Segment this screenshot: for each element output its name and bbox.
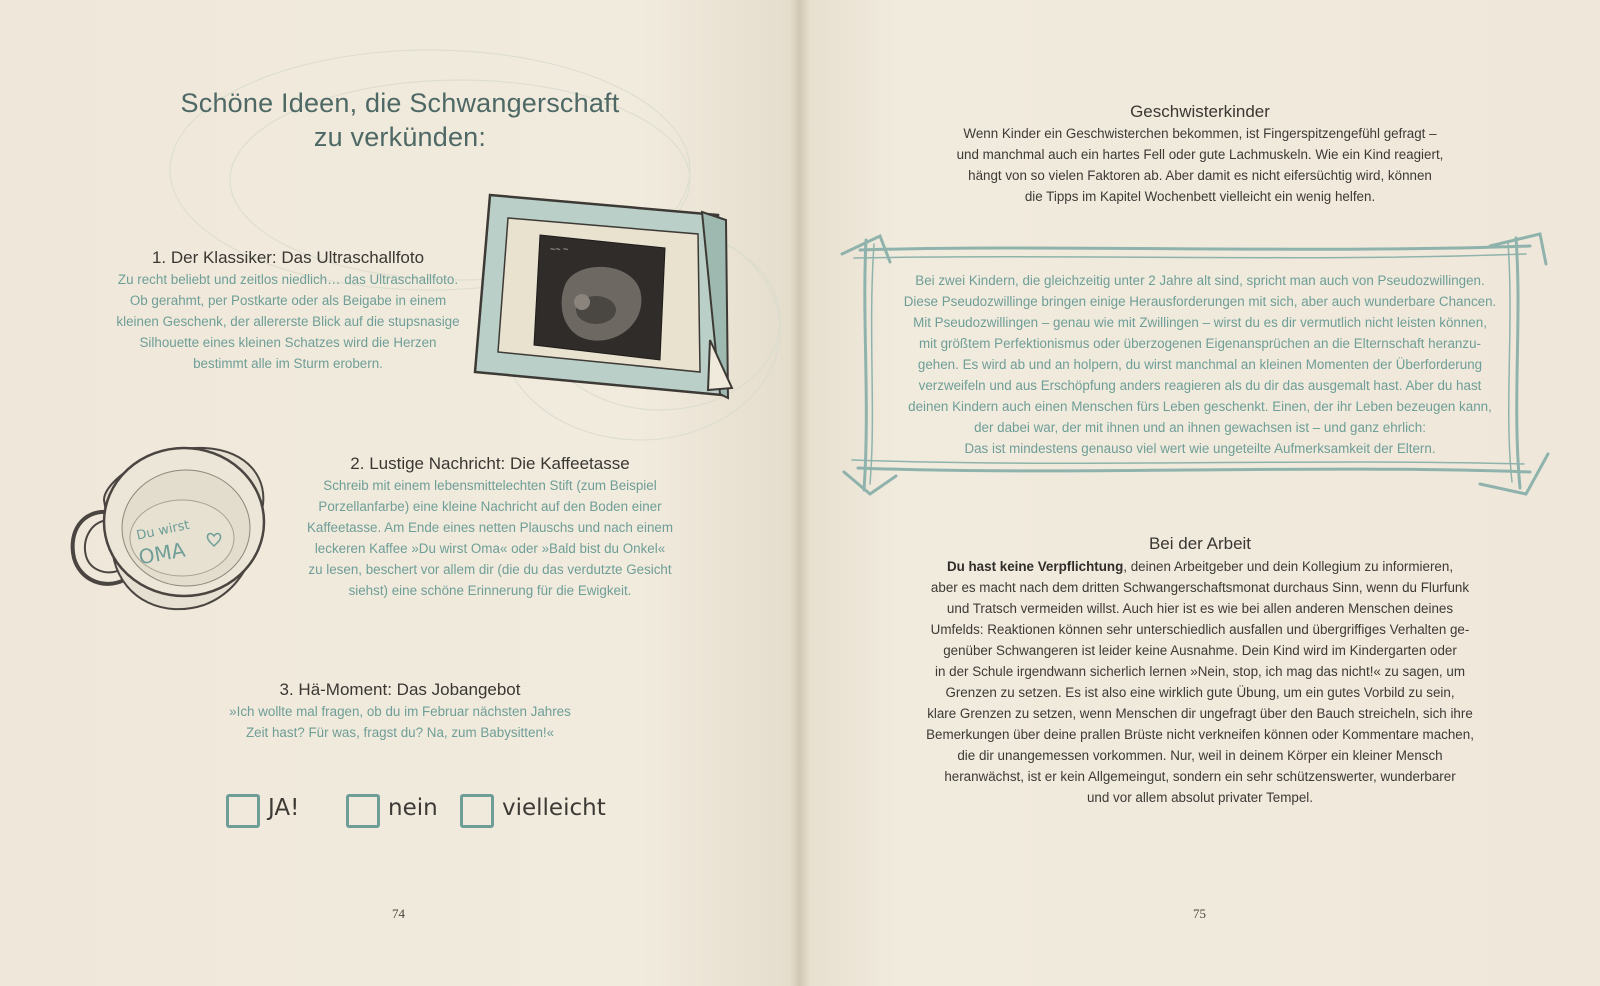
text-line: Zeit hast? Für was, fragst du? Na, zum Babysitten!« (245, 725, 555, 740)
text-line: hängt von so vielen Faktoren ab. Aber damit es nicht eifersüchtig wird, können (968, 168, 1432, 183)
checkbox-label: vielleicht (502, 795, 606, 821)
checkbox-square[interactable] (226, 794, 260, 828)
siblings-text (880, 123, 1520, 207)
text-line: »Ich wollte mal fragen, ob du im Februar nächsten Jahres (229, 704, 571, 719)
mug-message-line-2: OMA (136, 537, 187, 570)
work-heading: Bei der Arbeit (1148, 534, 1252, 553)
text-line: Porzellanfarbe) eine kleine Nachricht auf den Boden einer (318, 499, 662, 514)
coffee-mug-illustration (64, 440, 274, 620)
text-line: gehen. Es wird ab und an holpern, du wirst manchmal an kleinen Momenten der Überforderung (917, 357, 1483, 372)
idea-2-text (290, 475, 690, 601)
checkbox-square[interactable] (460, 794, 494, 828)
idea-3-text (190, 701, 610, 743)
text-line: die dir unangemessen vorkommen. Nur, weil in deinem Körper ein kleiner Mensch (957, 748, 1443, 763)
text-line: deinen Kindern auch einen Menschen fürs Leben geschenkt. Einen, der ihr Leben bezeugen kann, (908, 399, 1492, 414)
text-line: in der Schule irgendwann sicherlich lernen »Nein, stop, ich mag das nicht!« zu sagen, um (935, 664, 1465, 679)
text-line: zu lesen, beschert vor allem dir (die du das verdutzte Gesicht (308, 562, 672, 577)
page-number-left: 74 (392, 906, 405, 921)
text-line: aber es macht nach dem dritten Schwangerschaftsmonat durchaus Sinn, wenn du Flurfunk (930, 580, 1470, 595)
text-line: heranwächst, ist er kein Allgemeingut, sondern ein sehr schützenswerter, wunderbarer (944, 769, 1456, 784)
checkbox-label: JA! (268, 795, 300, 821)
text-line: Das ist mindestens genauso viel wert wie ungeteilte Aufmerksamkeit der Eltern. (964, 441, 1436, 456)
pseudo-twins-text (880, 270, 1520, 459)
text-line: Grenzen zu setzen. Es ist also eine wirklich gute Übung, um ein gutes Vorbild zu sein, (945, 685, 1455, 700)
text-line: und Tratsch vermeiden willst. Auch hier ist es wie bei allen anderen Menschen deines (946, 601, 1454, 616)
idea-3-heading: 3. Hä-Moment: Das Jobangebot (279, 680, 521, 699)
text-line (880, 556, 1520, 577)
text-line: Wenn Kinder ein Geschwisterchen bekommen, ist Fingerspitzengefühl gefragt – (963, 126, 1437, 141)
text-line: Zu recht beliebt und zeitlos niedlich… das Ultraschallfoto. (117, 272, 459, 287)
work-bold-phrase: Du hast keine Verpflichtung (946, 559, 1124, 574)
text-line: Kaffeetasse. Am Ende eines netten Plauschs und nach einem (306, 520, 673, 535)
text-line: Umfelds: Reaktionen können sehr unterschiedlich ausfallen und übergriffiges Verhalten ge- (930, 622, 1470, 637)
text-line: klare Grenzen zu setzen, wenn Menschen dir ungefragt über den Bauch streicheln, sich ihre (927, 706, 1473, 721)
idea-1-heading: 1. Der Klassiker: Das Ultraschallfoto (151, 248, 425, 267)
page-title (150, 86, 650, 154)
text-line: die Tipps im Kapitel Wochenbett vielleicht ein wenig helfen. (1024, 189, 1376, 204)
text-line: Diese Pseudozwillinge bringen einige Herausforderungen mit sich, aber auch wunderbare Chancen. (903, 294, 1497, 309)
text-line: kleinen Geschenk, der allererste Blick auf die stupsnasige (116, 314, 460, 329)
page-title-line-1: Schöne Ideen, die Schwangerschaft (180, 88, 620, 118)
text-line: genüber Schwangeren ist leider keine Ausnahme. Dein Kind wird im Kindergarten oder (943, 643, 1457, 658)
checkbox-square[interactable] (346, 794, 380, 828)
text-line: Bei zwei Kindern, die gleichzeitig unter 2 Jahre alt sind, spricht man auch von Pseudozwillingen. (915, 273, 1485, 288)
mug-message-line-1: Du wirst (135, 517, 191, 544)
text-line: siehst) eine schöne Erinnerung für die Ewigkeit. (348, 583, 632, 598)
text-line: bestimmt alle im Sturm erobern. (193, 356, 383, 371)
text-line: der dabei war, der mit ihnen und an ihnen gewachsen ist – und ganz ehrlich: (974, 420, 1426, 435)
text-line: und manchmal auch ein hartes Fell oder gute Lachmuskeln. Wie ein Kind reagiert, (956, 147, 1444, 162)
text-line: Mit Pseudozwillingen – genau wie mit Zwillingen – wirst du es dir vermutlich nicht leisten können, (913, 315, 1487, 330)
page-title-line-2: zu verkünden: (313, 122, 487, 152)
text-line: Schreib mit einem lebensmittelechten Stift (zum Beispiel (323, 478, 657, 493)
idea-2-heading: 2. Lustige Nachricht: Die Kaffeetasse (350, 454, 630, 473)
text-line: leckeren Kaffee »Du wirst Oma« oder »Bald bist du Onkel« (314, 541, 666, 556)
svg-text:~~ ~: ~~ ~ (550, 244, 569, 254)
work-first-line-rest: , deinen Arbeitgeber und dein Kollegium zu informieren, (1123, 559, 1454, 574)
text-line: Bemerkungen über deine prallen Brüste nicht verkneifen können oder Kommentare machen, (926, 727, 1474, 742)
text-line: Silhouette eines kleinen Schatzes wird die Herzen (139, 335, 437, 350)
work-text (880, 556, 1520, 808)
text-line: verzweifeln und aus Erschöpfung anders reagieren als du dir das ausgemalt hast. Aber du hast (918, 378, 1482, 393)
idea-1-text (98, 269, 478, 374)
text-line: Ob gerahmt, per Postkarte oder als Beigabe in einem (129, 293, 447, 308)
siblings-heading: Geschwisterkinder (1130, 102, 1270, 121)
ultrasound-frame-illustration (470, 190, 740, 405)
page-number-right: 75 (1193, 906, 1206, 921)
text-line: und vor allem absolut privater Tempel. (1086, 790, 1314, 805)
checkbox-label: nein (388, 795, 438, 821)
text-line: mit größtem Perfektionismus oder überzogenen Eigenansprüchen an die Elternschaft heranzu- (919, 336, 1481, 351)
